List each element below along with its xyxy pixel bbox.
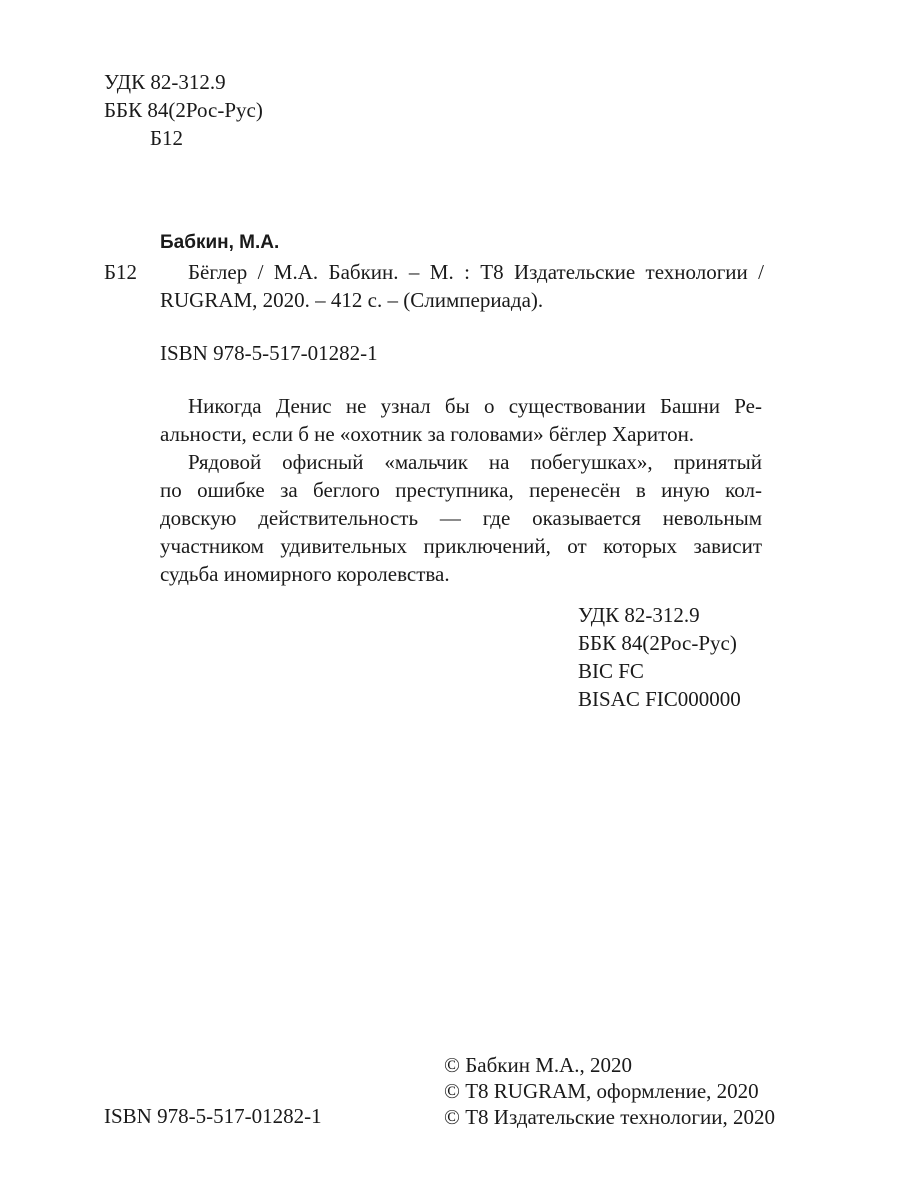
annotation-line: участником удивительных приключений, от которых зависит — [160, 534, 762, 558]
annotation-line: Никогда Денис не узнал бы о существовании Башни Ре- — [188, 394, 762, 418]
annotation — [160, 392, 762, 588]
isbn-bottom: ISBN 978-5-517-01282-1 — [104, 1104, 322, 1128]
bbk-code-right: ББК 84(2Рос-Рус) — [578, 631, 737, 655]
annotation-line: по ошибке за беглого преступника, перенесён в иную кол- — [160, 478, 762, 502]
copyright-line: © Т8 Издательские технологии, 2020 — [444, 1105, 775, 1129]
copyright-notices — [444, 1052, 775, 1130]
copyright-line: © Т8 RUGRAM, оформление, 2020 — [444, 1079, 759, 1103]
bib-line-2: RUGRAM, 2020. – 412 с. – (Слимпериада). — [160, 288, 544, 312]
author-name: Бабкин, М.А. — [160, 232, 280, 253]
bic-code: BIC FC — [578, 659, 644, 683]
bisac-code: BISAC FIC000000 — [578, 687, 741, 711]
udk-code: УДК 82-312.9 — [104, 70, 226, 94]
bibliographic-description — [160, 258, 764, 314]
copyright-line: © Бабкин М.А., 2020 — [444, 1053, 633, 1077]
right-classification-codes — [578, 601, 741, 713]
annotation-line: альности, если б не «охотник за головами» бёглер Харитон. — [160, 422, 695, 446]
bib-line-1: Бёглер / М.А. Бабкин. – М. : Т8 Издательские технологии / — [188, 260, 764, 284]
annotation-line: судьба иномирного королевства. — [160, 562, 450, 586]
author-mark-code: Б12 — [150, 126, 184, 150]
bbk-code: ББК 84(2Рос-Рус) — [104, 98, 263, 122]
top-classification-codes — [104, 68, 263, 152]
author-mark: Б12 — [104, 260, 138, 284]
udk-code-right: УДК 82-312.9 — [578, 603, 700, 627]
isbn-main: ISBN 978-5-517-01282-1 — [160, 341, 378, 365]
annotation-line: Рядовой офисный «мальчик на побегушках», принятый — [188, 450, 762, 474]
annotation-line: довскую действительность — где оказывается невольным — [160, 506, 762, 530]
